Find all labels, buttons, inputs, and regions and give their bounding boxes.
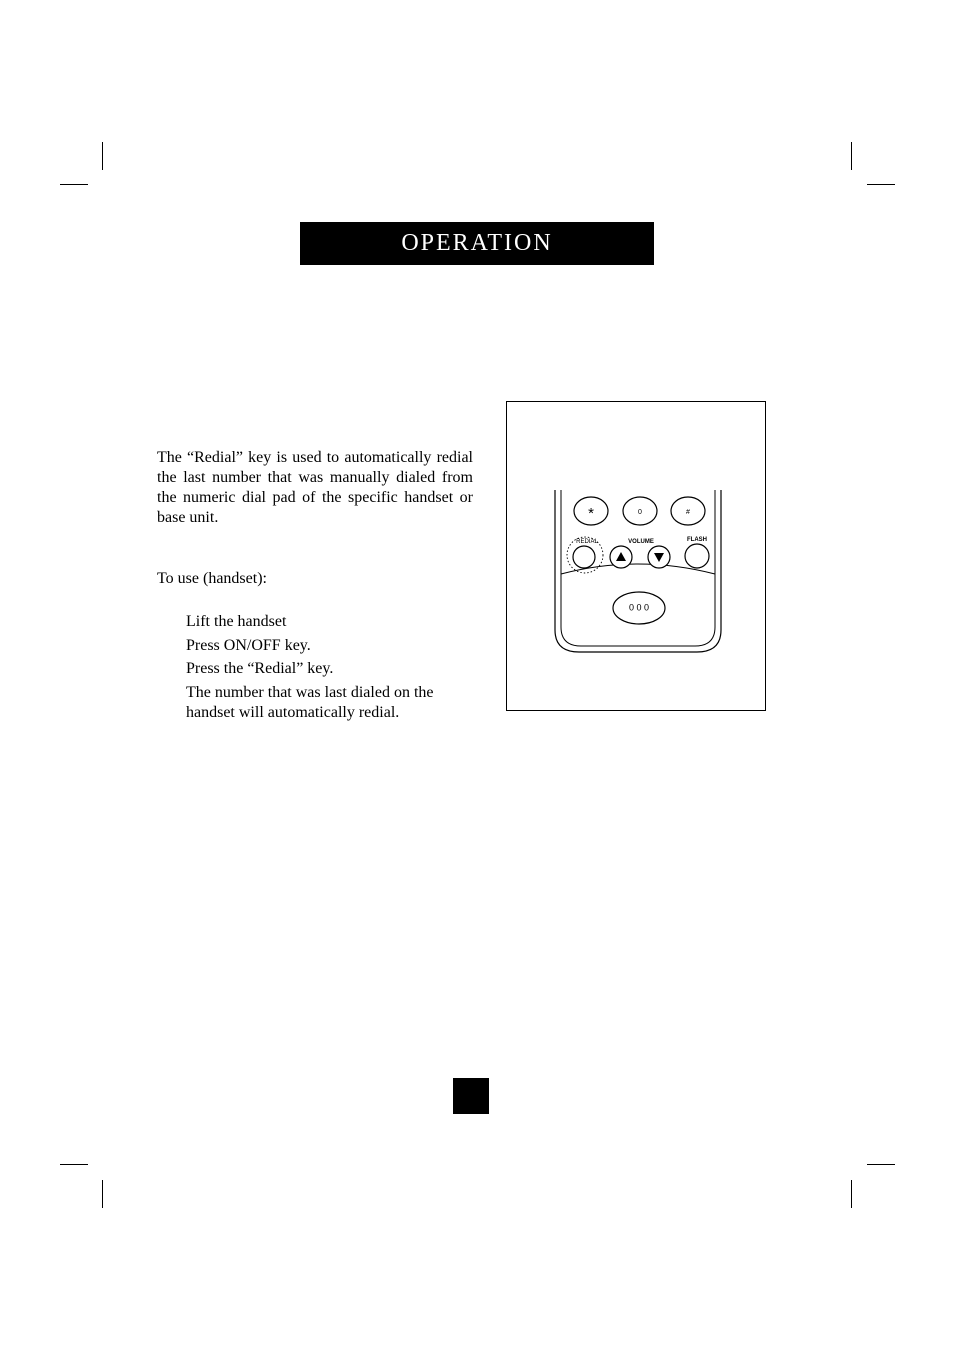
usage-steps	[186, 612, 476, 726]
section-title: OPERATION	[401, 230, 553, 256]
step-item: The number that was last dialed on the handset will automatically redial.	[186, 683, 434, 721]
volume-label: VOLUME	[628, 539, 654, 545]
zero-key-label: 0	[638, 509, 642, 516]
crop-mark	[867, 184, 895, 185]
flash-label: FLASH	[687, 537, 707, 543]
crop-mark	[60, 184, 88, 185]
step-item: Press the “Redial” key.	[186, 660, 334, 677]
redial-label: REDIAL	[576, 539, 598, 545]
handset-keypad-drawing	[507, 402, 767, 712]
hash-key-label: #	[686, 509, 690, 516]
step-item: Press ON/OFF key.	[186, 636, 311, 654]
crop-mark	[102, 142, 103, 170]
star-key-label: *	[588, 505, 594, 522]
step-item: Lift the handset	[186, 613, 287, 630]
talk-key-label: 0 0 0	[628, 602, 650, 613]
crop-mark	[867, 1164, 895, 1165]
crop-mark	[851, 142, 852, 170]
crop-mark	[102, 1180, 103, 1208]
section-header-banner	[300, 222, 654, 265]
intro-paragraph: The “Redial” key is used to automatically redial the last number that was manually dialed from the numeric dial pad of the specific handset or base unit.	[157, 449, 473, 526]
redial-key	[573, 546, 595, 568]
crop-mark	[851, 1180, 852, 1208]
flash-key	[685, 544, 709, 568]
handset-illustration	[506, 401, 766, 711]
page-marker	[453, 1078, 489, 1114]
crop-mark	[60, 1164, 88, 1165]
usage-lead: To use (handset):	[157, 570, 267, 587]
